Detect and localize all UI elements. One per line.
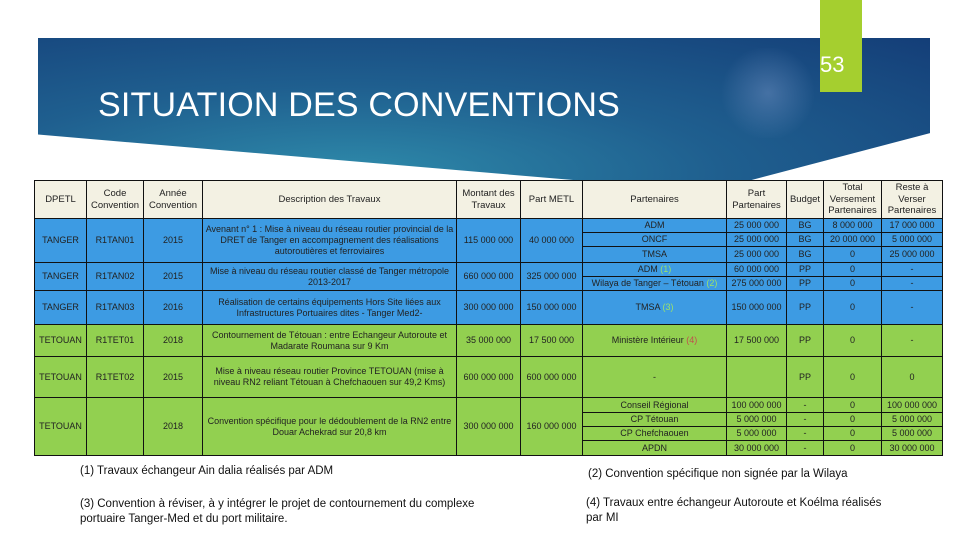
partner-name: Wilaya de Tanger – Tétouan: [591, 278, 704, 289]
year-cell: 2015: [144, 357, 203, 398]
partner-share-cell: [727, 357, 787, 398]
partner-name: -: [653, 371, 656, 382]
description-cell: Contournement de Tétouan : entre Echangeur Autoroute et Madarate Roumana sur 9 Km: [203, 325, 457, 357]
page-number-tab: [820, 0, 862, 92]
code-cell: R1TET01: [87, 325, 144, 357]
partner-share-cell: 5 000 000: [727, 413, 787, 427]
metl-share-cell: 160 000 000: [521, 398, 583, 456]
metl-share-cell: 325 000 000: [521, 263, 583, 291]
remaining-cell: 5 000 000: [882, 427, 943, 441]
description-cell: Avenant n° 1 : Mise à niveau du réseau routier provincial de la DRET de Tanger en accompagnement des réalisations autoroutières et ferroviaires: [203, 219, 457, 263]
metl-share-cell: 150 000 000: [521, 291, 583, 325]
paid-cell: 0: [824, 247, 882, 263]
column-header: DPETL: [35, 181, 87, 219]
year-cell: 2018: [144, 398, 203, 456]
partner-share-cell: 30 000 000: [727, 441, 787, 456]
paid-cell: 20 000 000: [824, 233, 882, 247]
budget-cell: PP: [787, 357, 824, 398]
column-header: Partenaires: [583, 181, 727, 219]
footnote-ref: (1): [660, 264, 672, 275]
year-cell: 2018: [144, 325, 203, 357]
dpetl-cell: TANGER: [35, 219, 87, 263]
partner-share-cell: 25 000 000: [727, 247, 787, 263]
description-cell: Mise à niveau du réseau routier classé de Tanger métropole 2013-2017: [203, 263, 457, 291]
partner-name: ADM: [644, 220, 665, 231]
paid-cell: 0: [824, 325, 882, 357]
paid-cell: 8 000 000: [824, 219, 882, 233]
paid-cell: 0: [824, 413, 882, 427]
year-cell: 2016: [144, 291, 203, 325]
dpetl-cell: TETOUAN: [35, 357, 87, 398]
partner-name: Conseil Régional: [620, 399, 689, 410]
remaining-cell: 100 000 000: [882, 398, 943, 413]
partner-cell: [583, 427, 727, 441]
code-cell: R1TAN02: [87, 263, 144, 291]
description-cell: Mise à niveau réseau routier Province TETOUAN (mise à niveau RN2 reliant Tétouan à Chefchaouen sur 49,2 Kms): [203, 357, 457, 398]
remaining-cell: 5 000 000: [882, 233, 943, 247]
metl-share-cell: 600 000 000: [521, 357, 583, 398]
footnote-4: (4) Travaux entre échangeur Autoroute et Koélma réalisés par MI: [586, 497, 882, 524]
column-header: Code Convention: [87, 181, 144, 219]
code-cell: [87, 398, 144, 456]
paid-cell: 0: [824, 263, 882, 277]
budget-cell: PP: [787, 325, 824, 357]
column-header: Reste à Verser Partenaires: [882, 181, 943, 219]
partner-cell: [583, 398, 727, 413]
column-header: Année Convention: [144, 181, 203, 219]
partner-share-cell: 275 000 000: [727, 277, 787, 291]
partner-share-cell: 150 000 000: [727, 291, 787, 325]
banner-glow: [718, 48, 818, 138]
partner-cell: [583, 357, 727, 398]
partner-name: Ministère Intérieur: [611, 335, 684, 346]
slide-title: SITUATION DES CONVENTIONS: [98, 86, 620, 124]
paid-cell: 0: [824, 427, 882, 441]
partner-share-cell: 5 000 000: [727, 427, 787, 441]
partner-cell: [583, 325, 727, 357]
code-cell: R1TAN01: [87, 219, 144, 263]
amount-cell: 600 000 000: [457, 357, 521, 398]
table-row: [35, 219, 943, 233]
table-header-row: [35, 181, 943, 219]
table-row: [35, 398, 943, 413]
budget-cell: -: [787, 398, 824, 413]
budget-cell: PP: [787, 291, 824, 325]
remaining-cell: 5 000 000: [882, 413, 943, 427]
partner-cell: [583, 441, 727, 456]
partner-cell: [583, 413, 727, 427]
metl-share-cell: 40 000 000: [521, 219, 583, 263]
remaining-cell: 30 000 000: [882, 441, 943, 456]
paid-cell: 0: [824, 441, 882, 456]
partner-share-cell: 60 000 000: [727, 263, 787, 277]
paid-cell: 0: [824, 291, 882, 325]
partner-name: CP Tétouan: [630, 414, 679, 425]
partner-cell: [583, 291, 727, 325]
partner-cell: [583, 277, 727, 291]
description-cell: Réalisation de certains équipements Hors Site liées aux Infrastructures Portuaires dites - Tanger Med2-: [203, 291, 457, 325]
budget-cell: -: [787, 441, 824, 456]
budget-cell: PP: [787, 277, 824, 291]
column-header: Description des Travaux: [203, 181, 457, 219]
dpetl-cell: TANGER: [35, 263, 87, 291]
partner-share-cell: 17 500 000: [727, 325, 787, 357]
dpetl-cell: TANGER: [35, 291, 87, 325]
partner-share-cell: 25 000 000: [727, 233, 787, 247]
dpetl-cell: TETOUAN: [35, 398, 87, 456]
partner-name: APDN: [641, 442, 667, 453]
remaining-cell: 25 000 000: [882, 247, 943, 263]
dpetl-cell: TETOUAN: [35, 325, 87, 357]
column-header: Part METL: [521, 181, 583, 219]
remaining-cell: -: [882, 263, 943, 277]
partner-name: TMSA: [641, 249, 667, 260]
table-row: [35, 357, 943, 398]
footnote-ref: (3): [662, 302, 674, 313]
table-row: [35, 263, 943, 277]
partner-name: CP Chefchaouen: [620, 428, 689, 439]
code-cell: R1TAN03: [87, 291, 144, 325]
budget-cell: BG: [787, 247, 824, 263]
footnote-2: (2) Convention spécifique non signée par la Wilaya: [588, 468, 848, 480]
amount-cell: 300 000 000: [457, 398, 521, 456]
table-row: [35, 291, 943, 325]
budget-cell: BG: [787, 233, 824, 247]
description-cell: Convention spécifique pour le dédoublement de la RN2 entre Douar Achekrad sur 20,8 km: [203, 398, 457, 456]
budget-cell: -: [787, 427, 824, 441]
conventions-table: [34, 180, 943, 456]
remaining-cell: -: [882, 325, 943, 357]
paid-cell: 0: [824, 357, 882, 398]
table-row: [35, 325, 943, 357]
code-cell: R1TET02: [87, 357, 144, 398]
amount-cell: 35 000 000: [457, 325, 521, 357]
footnote-1: (1) Travaux échangeur Ain dalia réalisés par ADM: [80, 465, 334, 477]
partner-name: ONCF: [641, 234, 668, 245]
page-number: 53: [820, 52, 845, 77]
column-header: Montant des Travaux: [457, 181, 521, 219]
remaining-cell: 0: [882, 357, 943, 398]
footnote-ref: (4): [686, 335, 698, 346]
paid-cell: 0: [824, 398, 882, 413]
partner-cell: [583, 263, 727, 277]
year-cell: 2015: [144, 263, 203, 291]
partner-cell: [583, 247, 727, 263]
partner-cell: [583, 219, 727, 233]
partner-share-cell: 25 000 000: [727, 219, 787, 233]
column-header: Part Partenaires: [727, 181, 787, 219]
amount-cell: 300 000 000: [457, 291, 521, 325]
footnote-3: (3) Convention à réviser, à y intégrer le projet de contournement du complexe portuaire Tanger-Med et du port militaire.: [80, 498, 475, 525]
remaining-cell: -: [882, 277, 943, 291]
partner-name: ADM: [637, 264, 658, 275]
remaining-cell: 17 000 000: [882, 219, 943, 233]
amount-cell: 660 000 000: [457, 263, 521, 291]
column-header: Budget: [787, 181, 824, 219]
paid-cell: 0: [824, 277, 882, 291]
footnote-ref: (2): [706, 278, 718, 289]
column-header: Total Versement Partenaires: [824, 181, 882, 219]
partner-name: TMSA: [635, 302, 660, 313]
partner-share-cell: 100 000 000: [727, 398, 787, 413]
budget-cell: -: [787, 413, 824, 427]
metl-share-cell: 17 500 000: [521, 325, 583, 357]
partner-cell: [583, 233, 727, 247]
remaining-cell: -: [882, 291, 943, 325]
year-cell: 2015: [144, 219, 203, 263]
budget-cell: PP: [787, 263, 824, 277]
amount-cell: 115 000 000: [457, 219, 521, 263]
budget-cell: BG: [787, 219, 824, 233]
